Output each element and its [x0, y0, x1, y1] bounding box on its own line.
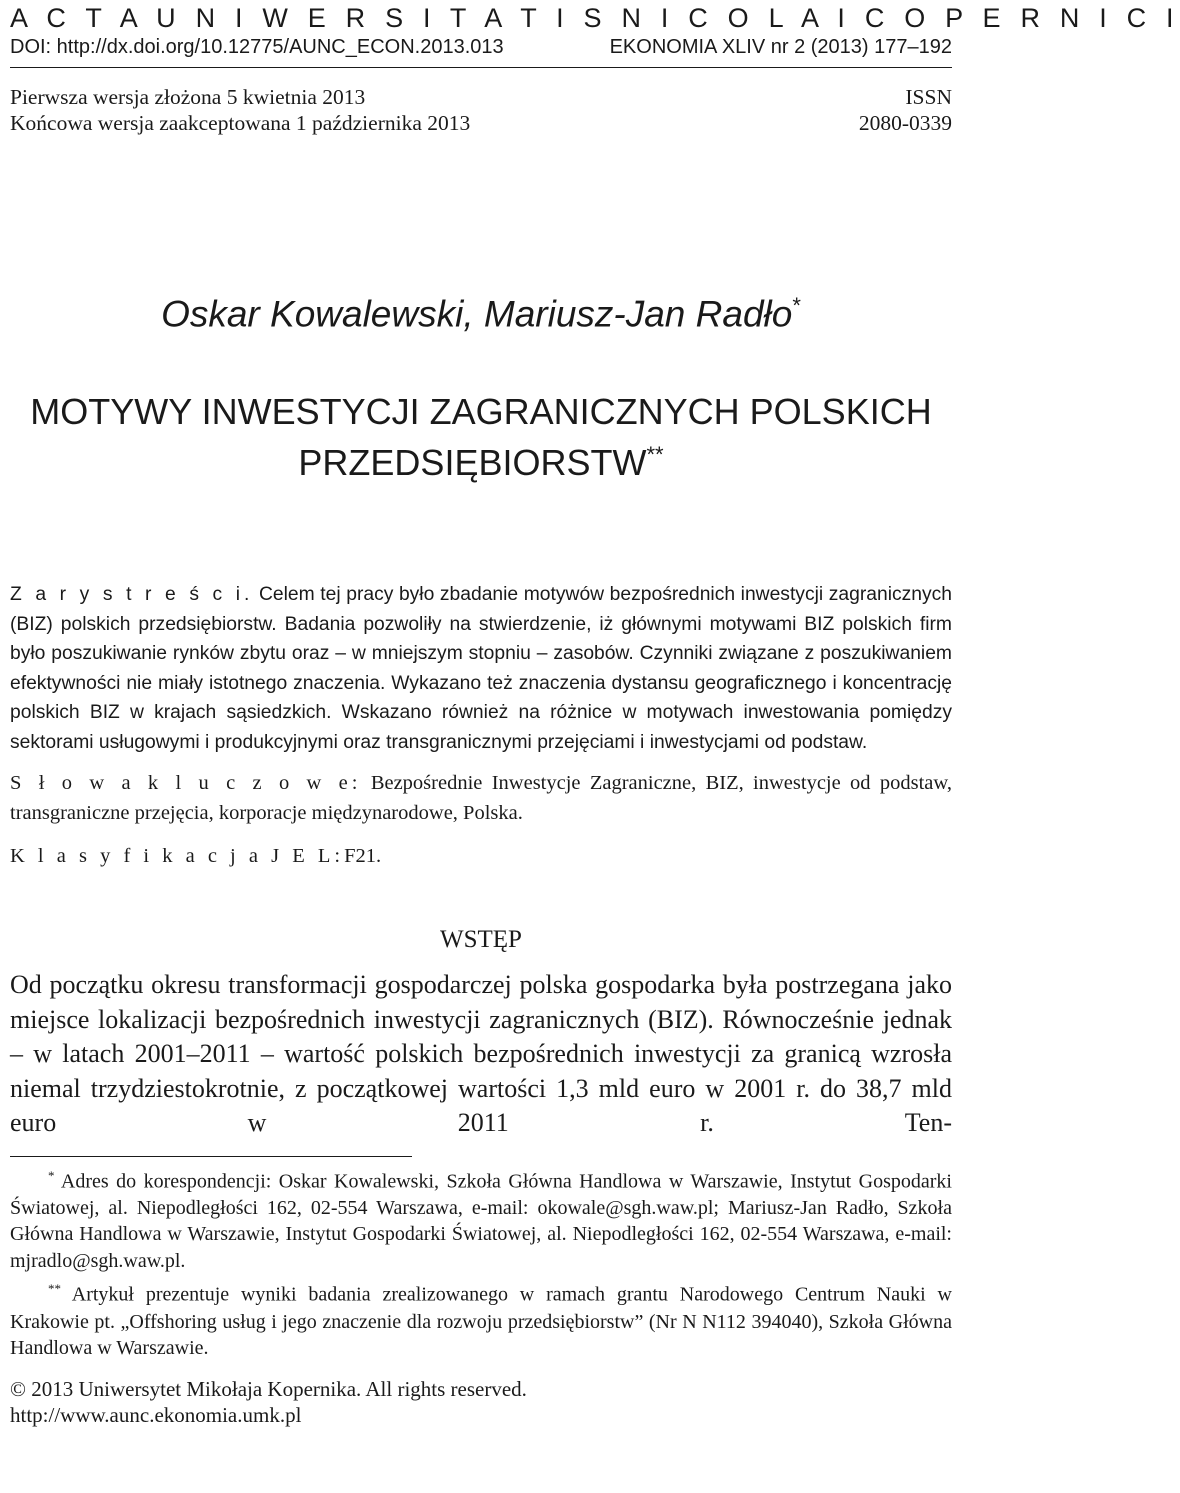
- journal-header: [10, 35, 952, 59]
- jel-label: K l a s y f i k a c j a J E L:: [10, 845, 345, 868]
- journal-url-link[interactable]: http://www.aunc.ekonomia.umk.pl: [10, 1402, 302, 1427]
- footnote-1-text: Adres do korespondencji: Oskar Kowalewski, Szkoła Główna Handlowa w Warszawie, Instytut Gospodarki Światowej, al. Niepodległości 162, 02-554 Warszawa, e-mail: okowale@sgh.waw.pl; Mariusz-Jan Radło, Szkoła Główna Handlowa w Warszawie, Instytut Gospodarki Światowej, al. Niepodległości 162, 02-554 Warszawa, e-mail: mjradlo@sgh.waw.pl.: [10, 1170, 952, 1272]
- title-line-1: MOTYWY INWESTYCJI ZAGRANICZNYCH POLSKICH: [30, 391, 932, 433]
- first-version-date: Pierwsza wersja złożona 5 kwietnia 2013: [10, 85, 366, 109]
- abstract-text: Celem tej pracy było zbadanie motywów bezpośrednich inwestycji zagranicznych (BIZ) polskich przedsiębiorstw. Badania pozwoliły na stwierdzenie, iż głównymi motywami BIZ polskich firm było poszukiwanie rynków zbytu oraz – w mniejszym stopniu – zasobów. Czynniki związane z poszukiwaniem efektywności nie miały istotnego znaczenia. Wykazano też znaczenia dystansu geograficznego i koncentrację polskich BIZ w krajach sąsiedzkich. Wskazano również na różnice w motywach inwestowania pomiędzy sektorami usługowymi i produkcyjnymi oraz transgranicznymi przejęciami i inwestycjami od podstaw.: [10, 584, 952, 753]
- final-version-date: Końcowa wersja zaakceptowana 1 października 2013: [10, 111, 471, 135]
- authors-footnote-mark[interactable]: *: [792, 293, 801, 318]
- article-title: [10, 390, 952, 484]
- title-footnote-mark[interactable]: **: [646, 442, 664, 468]
- keywords: [10, 768, 952, 828]
- intro-paragraph: Od początku okresu transformacji gospodarczej polska gospodarka była postrzegana jako miejsce lokalizacji bezpośrednich inwestycji zagranicznych (BIZ). Równocześnie jednak – w latach 2001–2011 – wartość polskich bezpośrednich inwestycji za granicą wzrosła niemal trzydziestokrotnie, z początkowej wartości 1,3 mld euro w 2001 r. do 38,7 mld euro w 2011 r. Ten-: [10, 970, 952, 1138]
- footnote-2-text: Artykuł prezentuje wyniki badania zrealizowanego w ramach grantu Narodowego Centrum Nauki w Krakowie pt. „Offshoring usług i jego znaczenie dla rozwoju przedsiębiorstw” (Nr N N112 394040), Szkoła Główna Handlowa w Warszawie.: [10, 1284, 952, 1360]
- copyright-block: [10, 1376, 952, 1428]
- abstract: [10, 580, 952, 757]
- header-rule: [10, 67, 952, 68]
- submission-row-1: [10, 84, 952, 110]
- jel-classification: [10, 841, 952, 871]
- footnote-2: [10, 1276, 952, 1361]
- article-authors: [10, 284, 952, 336]
- issue-info: EKONOMIA XLIV nr 2 (2013) 177–192: [609, 36, 952, 58]
- title-line-2: PRZEDSIĘBIORSTW: [298, 442, 647, 484]
- authors-names: Oskar Kowalewski, Mariusz-Jan Radło: [161, 293, 793, 335]
- footnote-1-mark: *: [48, 1167, 55, 1183]
- issn-value: 2080-0339: [858, 111, 952, 135]
- abstract-label: Z a r y s t r e ś c i.: [10, 584, 254, 606]
- doi-link[interactable]: DOI: http://dx.doi.org/10.12775/AUNC_ECON.2013.013: [10, 36, 504, 58]
- submission-row-2: [10, 110, 952, 136]
- section-heading-intro: WSTĘP: [440, 926, 522, 954]
- footnote-2-mark: **: [48, 1281, 61, 1297]
- title-line-2-wrap: [10, 433, 952, 484]
- issn-label: ISSN: [905, 85, 952, 109]
- keywords-label: S ł o w a k l u c z o w e:: [10, 772, 362, 795]
- keywords-text: Bezpośrednie Inwestycje Zagraniczne, BIZ, inwestycje od podstaw, transgraniczne przejęcia, korporacje międzynarodowe, Polska.: [10, 772, 953, 825]
- jel-code: F21.: [344, 845, 382, 868]
- article-page: [10, 0, 1180, 1428]
- copyright-notice: © 2013 Uniwersytet Mikołaja Kopernika. All rights reserved.: [10, 1376, 527, 1401]
- journal-name: A C T A U N I W E R S I T A T I S N I C O L A I C O P E R N I C I: [10, 3, 1180, 33]
- footnote-1: [10, 1163, 952, 1275]
- footnote-rule: [10, 1156, 412, 1157]
